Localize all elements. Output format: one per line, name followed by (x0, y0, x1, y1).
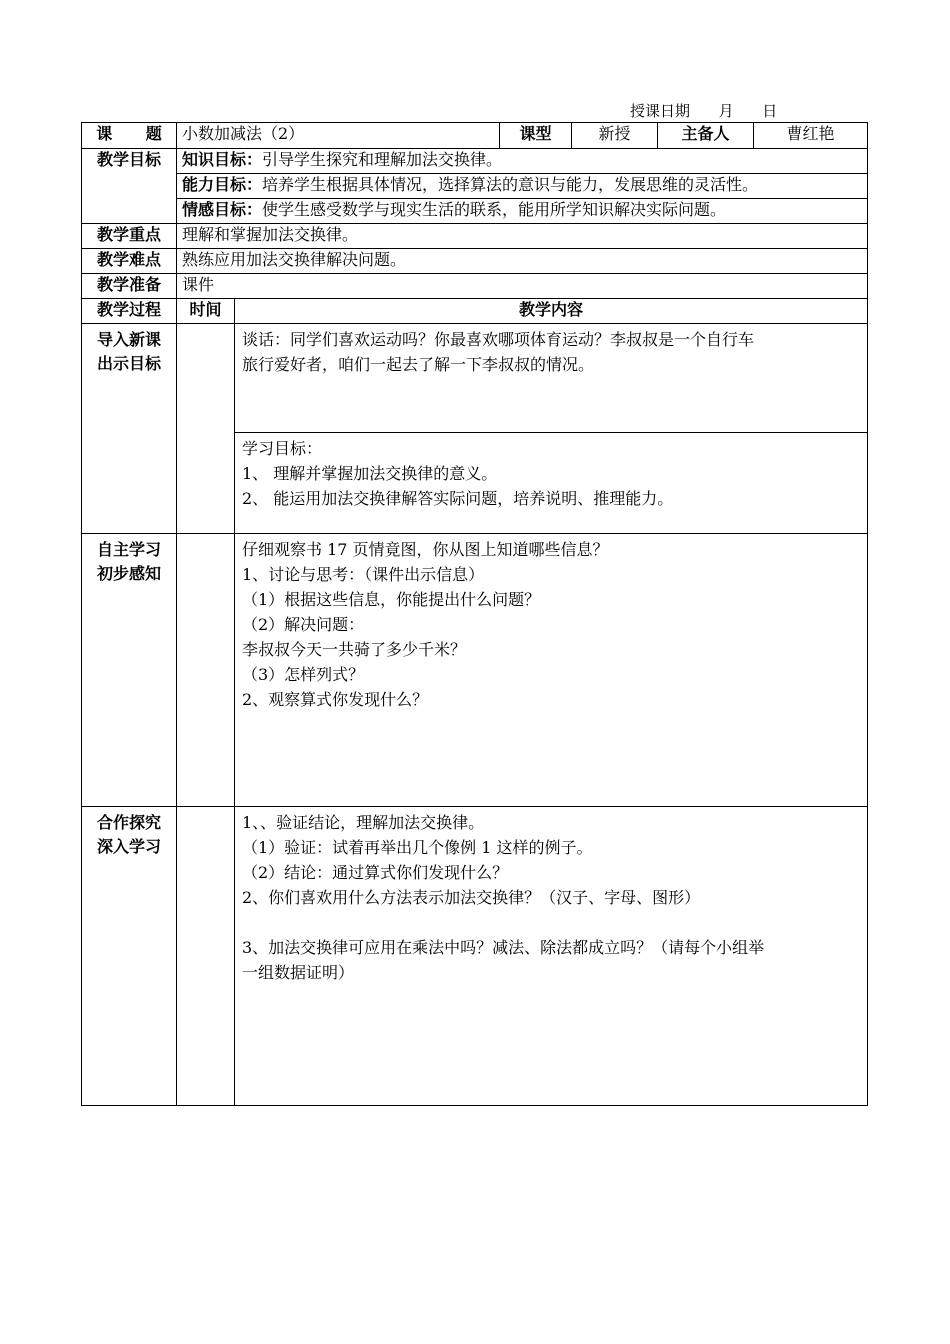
content-header: 教学内容 (235, 299, 868, 324)
ability-objective-label: 能力目标： (182, 175, 263, 194)
time-header: 时间 (177, 299, 235, 324)
section1-talk-line2: 旅行爱好者，咱们一起去了解一下李叔叔的情况。 (242, 355, 595, 374)
section3-label-line2: 深入学习 (96, 837, 161, 856)
difficulty-row (82, 249, 868, 274)
section2-label-line2: 初步感知 (96, 564, 161, 583)
section3-line: 一组数据证明） (242, 963, 355, 982)
key-point-row (82, 224, 868, 249)
preparation-text: 课件 (177, 274, 868, 299)
preparation-row (82, 274, 868, 299)
section3-line: （1）验证：试着再举出几个像例 1 这样的例子。 (242, 838, 593, 857)
section3-spacer (242, 910, 860, 935)
section3-line: 3、加法交换律可应用在乘法中吗？减法、除法都成立吗？（请每个小组举 (242, 938, 765, 957)
section1-label-line2: 出示目标 (96, 354, 161, 373)
section1-talk-row (82, 324, 868, 433)
objectives-label: 教学目标 (82, 149, 177, 224)
section2-line: 1、讨论与思考：（课件出示信息） (242, 565, 485, 584)
knowledge-objective-text: 引导学生探究和理解加法交换律。 (262, 150, 503, 169)
lesson-date-line: 授课日期 月 日 (630, 102, 778, 120)
topic-value: 小数加减法（2） (177, 123, 500, 149)
objective-emotion-row (82, 199, 868, 224)
section2-label (82, 534, 177, 807)
section1-goals (235, 433, 868, 534)
section2-line: （1）根据这些信息，你能提出什么问题？ (242, 590, 541, 609)
key-point-label: 教学重点 (82, 224, 177, 249)
section2-content (235, 534, 868, 807)
section2-line: （3）怎样列式？ (242, 665, 365, 684)
difficulty-label: 教学难点 (82, 249, 177, 274)
section1-talk (235, 324, 868, 433)
objective-ability-row (82, 174, 868, 199)
section3-line: （2）结论：通过算式你们发现什么？ (242, 863, 509, 882)
section3-label (82, 807, 177, 1106)
difficulty-text: 熟练应用加法交换律解决问题。 (177, 249, 868, 274)
section2-row (82, 534, 868, 807)
preparer-label: 主备人 (658, 123, 754, 149)
section2-time (177, 534, 235, 807)
section3-line: 1、、验证结论，理解加法交换律。 (242, 813, 485, 832)
section1-label-line1: 导入新课 (96, 330, 161, 349)
emotion-objective-text: 使学生感受数学与现实生活的联系，能用所学知识解决实际问题。 (262, 200, 727, 219)
section1-talk-line1: 谈话：同学们喜欢运动吗？你最喜欢哪项体育运动？李叔叔是一个自行车 (242, 330, 755, 349)
preparation-label: 教学准备 (82, 274, 177, 299)
section3-content (235, 807, 868, 1106)
goal-item: 2、 能运用加法交换律解答实际问题，培养说明、推理能力。 (242, 489, 674, 508)
type-label: 课型 (500, 123, 572, 149)
topic-label: 课 题 (82, 123, 177, 149)
lesson-plan-table-main (81, 122, 868, 1106)
section3-label-line1: 合作探究 (96, 813, 161, 832)
section2-line: 仔细观察书 17 页情竟图，你从图上知道哪些信息？ (242, 540, 609, 559)
key-point-text: 理解和掌握加法交换律。 (177, 224, 868, 249)
section2-line: 李叔叔今天一共骑了多少千米？ (242, 640, 467, 659)
process-header-row (82, 299, 868, 324)
goal-item: 1、 理解并掌握加法交换律的意义。 (242, 464, 498, 483)
section1-time (177, 324, 235, 534)
info-row (82, 123, 868, 149)
knowledge-objective-label: 知识目标： (182, 150, 263, 169)
section3-row (82, 807, 868, 1106)
section3-time (177, 807, 235, 1106)
section2-line: （2）解决问题： (242, 615, 365, 634)
preparer-value: 曹红艳 (754, 123, 868, 149)
emotion-objective-label: 情感目标： (182, 200, 263, 219)
goals-title: 学习目标： (242, 439, 323, 458)
section3-line: 2、你们喜欢用什么方法表示加法交换律？（汉子、字母、图形） (242, 888, 701, 907)
type-value: 新授 (572, 123, 658, 149)
objective-knowledge-row (82, 149, 868, 174)
process-header: 教学过程 (82, 299, 177, 324)
section2-line: 2、观察算式你发现什么？ (242, 690, 429, 709)
ability-objective-text: 培养学生根据具体情况，选择算法的意识与能力，发展思维的灵活性。 (262, 175, 759, 194)
section1-label (82, 324, 177, 534)
section2-label-line1: 自主学习 (96, 540, 161, 559)
